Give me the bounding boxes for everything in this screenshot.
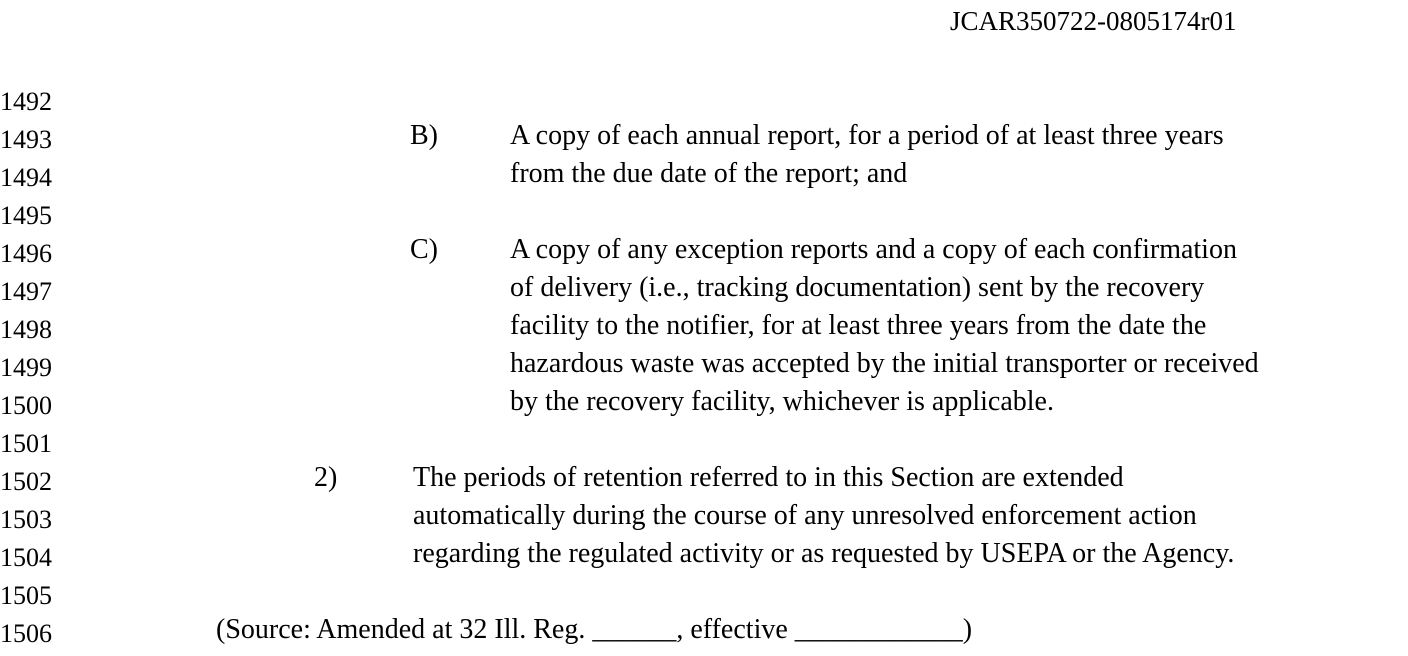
line-number: 1494 [0, 163, 52, 192]
line-number: 1497 [0, 277, 52, 306]
subsection-c-line: of delivery (i.e., tracking documentation) sent by the recovery [510, 272, 1205, 303]
line-number: 1495 [0, 201, 52, 230]
line-number: 1500 [0, 391, 52, 420]
line-number: 1506 [0, 619, 52, 648]
document-id: JCAR350722-0805174r01 [950, 6, 1237, 36]
subsection-b-label: B) [410, 120, 438, 151]
subsection-c-line: A copy of any exception reports and a copy of each confirmation [510, 234, 1237, 265]
line-number: 1493 [0, 125, 52, 154]
line-number: 1504 [0, 543, 52, 572]
subsection-c-line: by the recovery facility, whichever is applicable. [510, 386, 1054, 417]
subsection-2-line: automatically during the course of any unresolved enforcement action [413, 500, 1197, 531]
subsection-c-line: hazardous waste was accepted by the initial transporter or received [510, 348, 1259, 379]
line-number: 1503 [0, 505, 52, 534]
subsection-c-line: facility to the notifier, for at least three years from the date the [510, 310, 1207, 341]
line-number: 1498 [0, 315, 52, 344]
line-number: 1492 [0, 87, 52, 116]
line-number: 1502 [0, 467, 52, 496]
subsection-2-line: regarding the regulated activity or as requested by USEPA or the Agency. [413, 538, 1235, 569]
line-number: 1496 [0, 239, 52, 268]
subsection-2-label: 2) [314, 462, 338, 493]
line-number: 1501 [0, 429, 52, 458]
subsection-b-line: from the due date of the report; and [510, 158, 908, 189]
source-note: (Source: Amended at 32 Ill. Reg. ______, effective ____________) [216, 614, 973, 645]
subsection-2-line: The periods of retention referred to in this Section are extended [413, 462, 1124, 493]
subsection-b-line: A copy of each annual report, for a period of at least three years [510, 120, 1224, 151]
line-number: 1499 [0, 353, 52, 382]
line-number: 1505 [0, 581, 52, 610]
subsection-c-label: C) [410, 234, 438, 265]
